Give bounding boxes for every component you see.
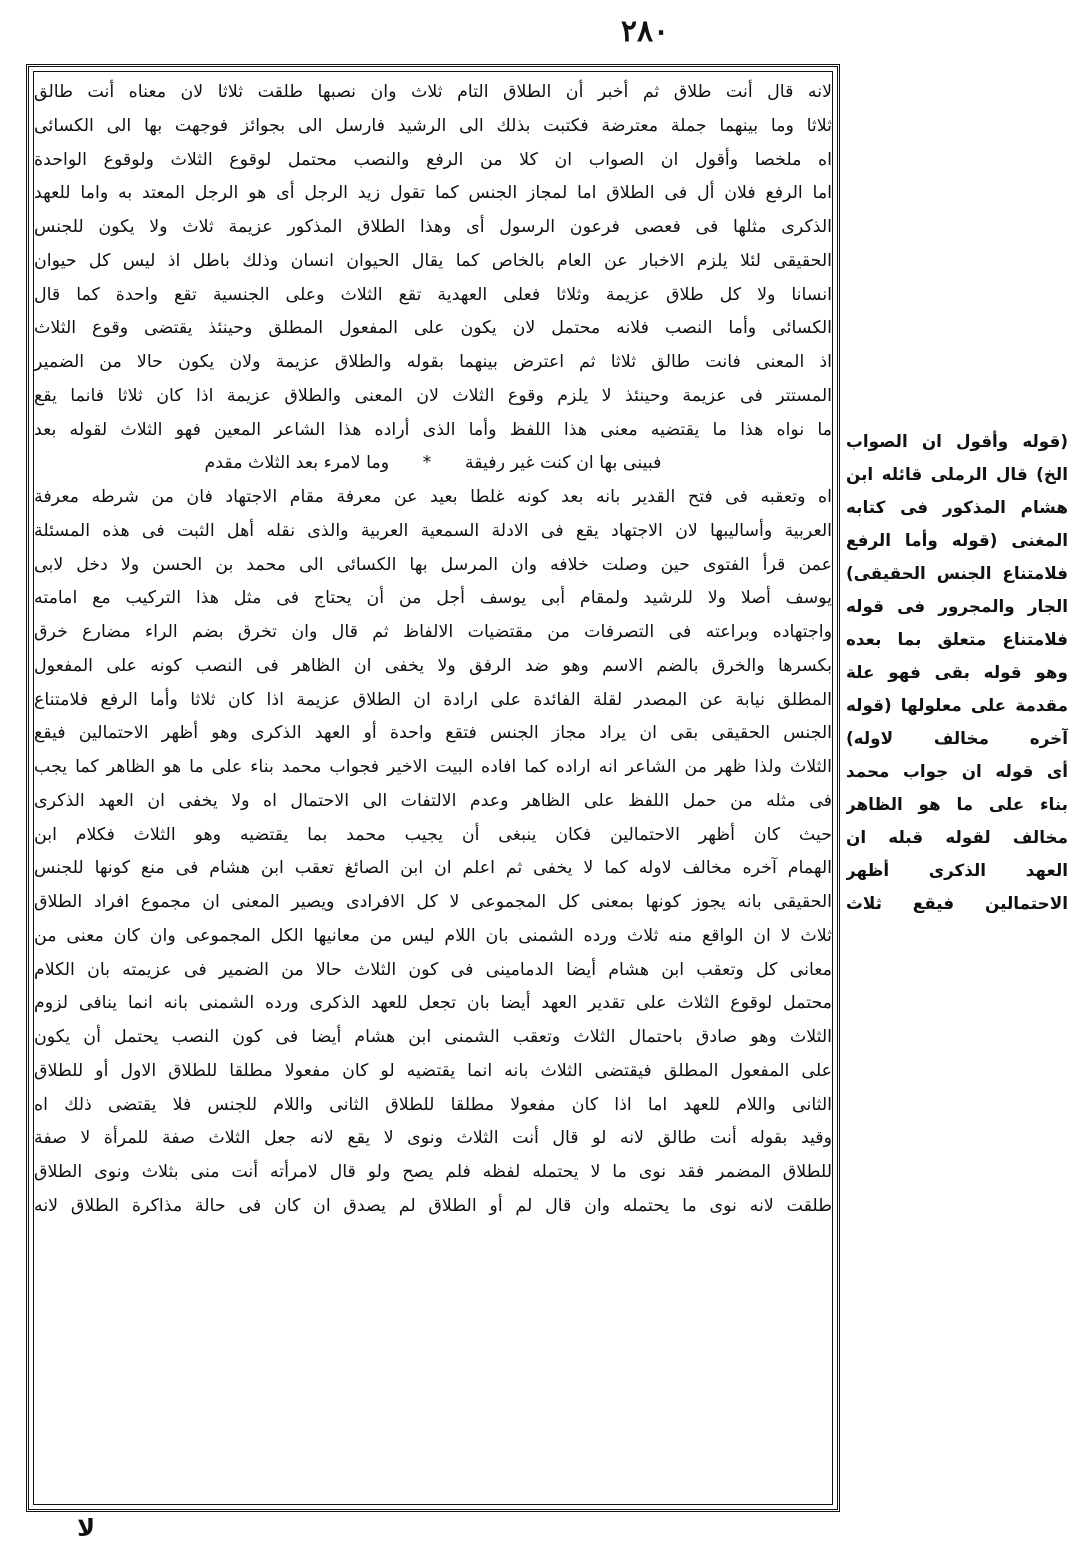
main-text-line: لانه قال أنت طلاق ثم أخبر أن الطلاق التام ثلاث وان نصبها طلقت ثلاثا لان معناه أنت طالق [34,82,832,102]
margin-note-line: مخالف لقوله قبله ان [846,827,1068,847]
main-text-line: الثلاث وهو صادق باحتمال الثلاث وتعقب الشمنى ابن هشام أيضا فى كون النصب يحتمل أن يكون [34,1027,832,1047]
main-text-line: حيث كان أظهر الاحتمالين فكان ينبغى أن يجيب محمد بما يقتضيه وهو الثلاث فكلام ابن [34,824,832,845]
main-text-line: عمن قرأ الفتوى حين وصلت خلافه وان المرسل بها الكسائى الى محمد بن الحسن ولا دخل لابى [34,554,832,575]
margin-note-line: الاحتمالين فيقع ثلاث [846,893,1068,913]
main-text-line: وقيد بقوله أنت طالق لانه لو قال أنت الثلاث ونوى لا يقع لانه جعل الثلاث صفة للمرأة لا صفة [34,1128,832,1149]
main-text-line: على المفعول المطلق فيقتضى الثلاث بانه انما يقتضيه لو كان مفعولا مطلقا للطلاق الاول أو للطلاق [34,1060,832,1081]
margin-note-line: فلامتناع الجنس الحقيقى) [846,563,1068,583]
main-text-line: محتمل لوقوع الثلاث على تقدير العهد أيضا بان تجعل للعهد الذكرى ورده الشمنى بانه انما ينافى لزوم [34,993,832,1014]
catchword: لا [77,1514,95,1542]
margin-note-line: آخره مخالف لاوله) [846,728,1068,748]
main-text-line: ما نواه هذا ما يقتضيه معنى هذا اللفظ وأما الذى أراده هذا الشاعر المعين فهو الثلاث لقوله بعد [34,419,832,440]
main-text-line: ثلاثا وما بينهما جملة معترضة فكتبت بذلك الى الرشيد فارسل الى بجوائز فوجهت بها الى الكسائى [34,115,832,136]
margin-note-line: فلامتناع متعلق بما بعده [846,629,1068,649]
margin-note-line: العهد الذكرى أظهر [846,860,1068,880]
poetry-verse [34,447,832,481]
margin-note-line: المغنى (قوله وأما الرفع [846,530,1068,550]
verse-hemistich-left: وما لامرء بعد الثلاث مقدم [204,453,390,474]
main-text-line: بكسرها والخرق بالضم الاسم وهو ضد الرفق ولا يخفى ان الظاهر فى النصب كونه على المفعول [34,655,832,676]
main-text-line: اه وتعقبه فى فتح القدير بانه بعد كونه غلطا بعيد عن معرفة مقام الاجتهاد فان من شرطه معرفة [34,487,832,507]
main-text-line: فى مثله من حمل اللفظ على الظاهر وعدم الالتفات الى الاحتمال اه ولا يخفى ان العهد الذكرى [34,790,832,811]
verse-hemistich-right: فبينى بها ان كنت غير رفيقة [464,453,662,474]
main-text-line: الذكرى مثلها فى فعصى فرعون الرسول أى وهذا الطلاق المذكور عزيمة ثلاث ولا يكون للجنس [34,217,832,237]
main-text-block [34,76,832,1496]
margin-note-line: الجار والمجرور فى قوله [846,596,1068,616]
page-number: ٢٨٠ [620,14,670,49]
main-text-line: الهمام آخره مخالف لاوله كما لا يخفى ثم اعلم ان ابن الصائغ تعقب ابن هشام فى منع كونها للجنس [34,858,832,879]
margin-note-line: مقدمة على معلولها (قوله [846,695,1068,715]
main-text-line: الثانى واللام للعهد اما اذا كان مفعولا مطلقا للطلاق الثانى واللام للجنس فلا يقتضى ذلك اه [34,1094,832,1115]
margin-note-line: هشام المذكور فى كتابه [846,497,1068,517]
margin-note-line: بناء على ما هو الظاهر [846,794,1068,814]
main-text-line: واجتهاده وبراعته فى التصرفات من مقتضيات الالفاظ ثم قال وان تخرق بضم الراء مضارع خرق [34,622,832,642]
main-text-line: معانى كل وتعقب ابن هشام أيضا الدمامينى فى كون الثلاث حالا من الضمير فى عزيمته بان الكلام [34,959,832,980]
margin-note-line: الخ) قال الرملى قائله ابن [846,464,1068,484]
main-text-line: يوسف أصلا ولا للرشيد ولمقام أبى يوسف أجل من أن يحتاج فى مثل هذا التركيب مع امامته [34,588,832,609]
main-text-line: اذ المعنى فانت طالق ثلاثا ثم اعترض بينهما بقوله والطلاق عزيمة ولان يكون حالا من الضمير [34,352,832,372]
main-text-line: الثلاث ولذا ظهر من الشاعر انه اراده كما افاده البيت الاخير فجواب محمد بناء على ما هو الظاهر كما يجب [34,757,832,777]
margin-commentary [846,425,1068,1105]
main-text-line: اه ملخصا وأقول ان الصواب ان كلا من الرفع والنصب محتمل لوقوع الثلاث ولوقوع الواحدة [34,149,832,170]
main-text-line: طلقت لانه نوى ما يحتمله وان قال لم أو الطلاق لم يصدق ان كان فى حالة مذاكرة الطلاق لانه [34,1195,832,1216]
main-text-line: المستتر فى عزيمة وحينئذ لا يلزم وقوع الثلاث لان المعنى والطلاق عزيمة اذا كان ثلاثا فانما يقع [34,385,832,406]
main-text-line: انسانا ولا كل طلاق عزيمة وثلاثا فعلى العهدية تقع الثلاث وعلى الجنسية تقع واحدة كما قال [34,284,832,305]
margin-note-line: أى قوله ان جواب محمد [846,761,1068,781]
main-text-line: العربية وأساليبها لان الاجتهاد يقع فى الادلة السمعية العربية والذى نقله أهل الثبت فى هذه المسئلة [34,520,832,541]
main-text-line: ثلاث لا ان الواقع منه ثلاث ورده الشمنى بان اللام ليس من معانيها الكل المجموعى وان كان معنى من [34,925,832,946]
verse-separator: * [422,453,432,474]
main-text-line: الجنس الحقيقى بقى ان يراد مجاز الجنس فتقع واحدة أو العهد الذكرى وهو أظهر الاحتمالين فيقع [34,723,832,744]
main-text-line: اما الرفع فلان أل فى الطلاق اما لمجاز الجنس كما تقول زيد الرجل أى هو الرجل المعتد به واما للعهد [34,183,832,204]
margin-note-line: (قوله وأقول ان الصواب [846,431,1068,451]
main-text-line: الكسائى وأما النصب فلانه محتمل لان يكون على المفعول المطلق وحينئذ يقتضى وقوع الثلاث [34,318,832,339]
main-text-line: للطلاق المضمر فقد نوى ما لا يحتمله لفظه فلم يصح ولو قال لامرأته أنت منى بثلاث ونوى الطلاق [34,1162,832,1182]
main-text-line: الحقيقى بانه يجوز كونها بمعنى كل المجموعى لا كل الافرادى ويصير المعنى ان مجموع افراد الطلاق [34,892,832,912]
main-text-line: الحقيقى لئلا يلزم الاخبار عن العام بالخاص كما يقال الحيوان انسان وذلك باطل اذ ليس كل حيوان [34,250,832,271]
margin-note-line: وهو قوله بقى فهو علة [846,662,1068,682]
main-text-line: المطلق نيابة عن المصدر لقلة الفائدة على ارادة ان الطلاق عزيمة اذا كان ثلاثا وأما الرفع فلامتناع [34,689,832,710]
